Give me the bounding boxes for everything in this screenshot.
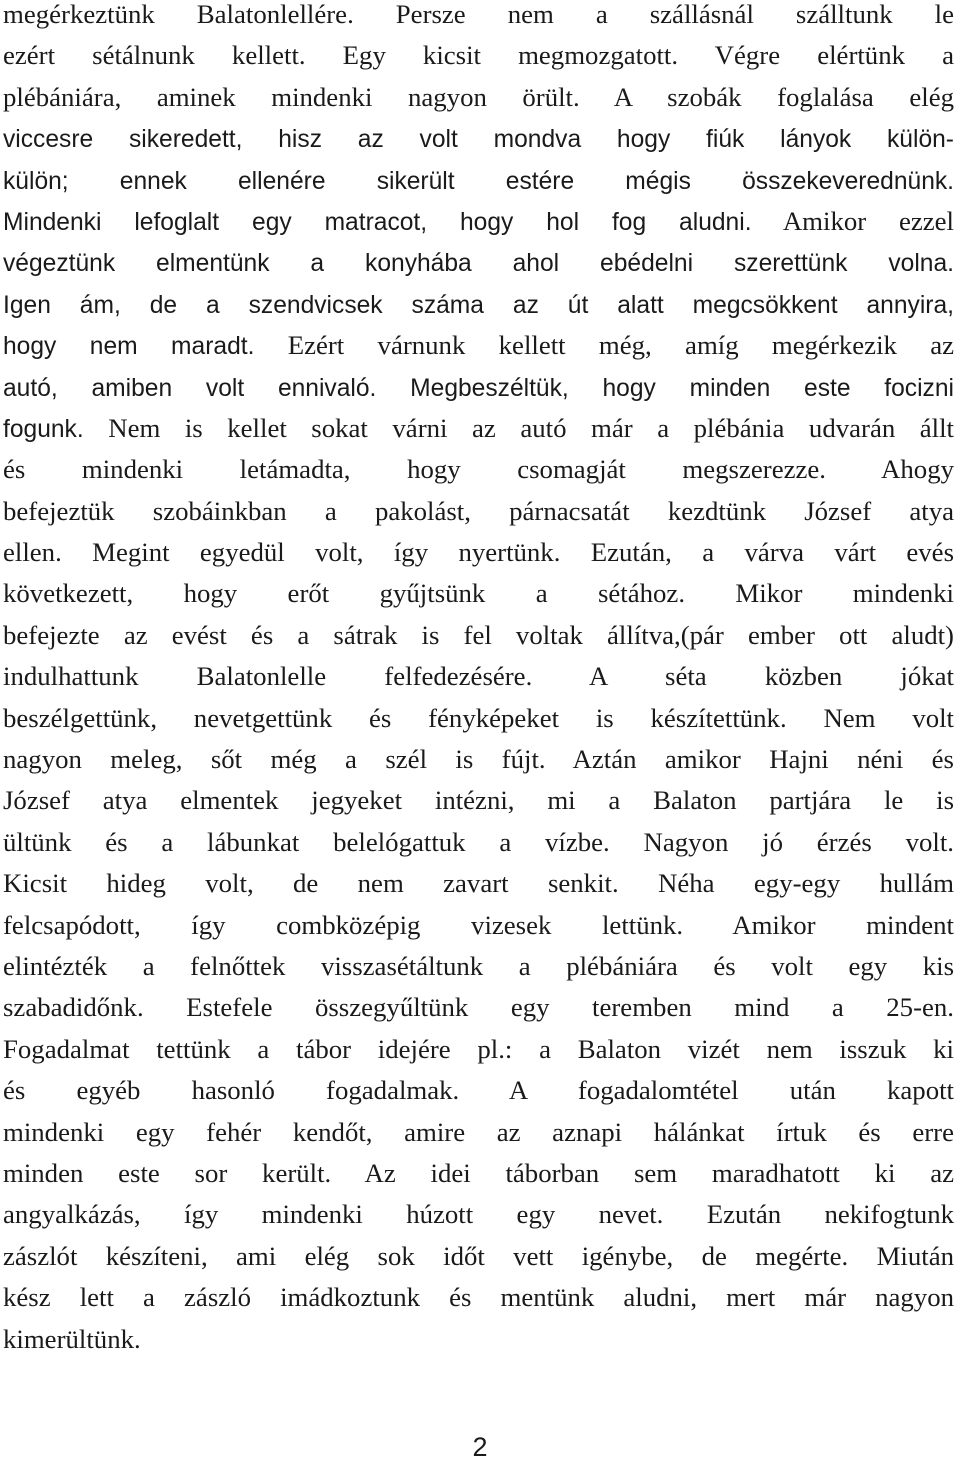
- text-line: [3, 201, 954, 242]
- text-segment: szabadidőnk. Estefele összegyűltünk egy teremben mind a 25-en.: [3, 992, 954, 1023]
- text-segment: viccesre sikeredett, hisz az volt mondva hogy fiúk lányok külön-: [3, 126, 954, 154]
- text-segment: elintézték a felnőttek visszasétáltunk a plébániára és volt egy kis: [3, 950, 954, 981]
- text-line: [3, 1029, 954, 1070]
- text-segment: Fogadalmat tettünk a tábor idejére pl.: a Balaton vizét nem isszuk ki: [3, 1033, 954, 1064]
- text-line: [3, 491, 954, 532]
- text-line: [3, 780, 954, 821]
- text-segment: mindenki egy fehér kendőt, amire az aznapi hálánkat írtuk és erre: [3, 1116, 954, 1147]
- text-line: [3, 615, 954, 656]
- text-segment: József atya elmentek jegyeket intézni, mi a Balaton partjára le is: [3, 785, 954, 816]
- text-line: [3, 160, 954, 201]
- body-paragraph: [3, 0, 954, 1360]
- text-line: [3, 35, 954, 76]
- text-line: [3, 1194, 954, 1235]
- text-segment: angyalkázás, így mindenki húzott egy nevet. Ezután nekifogtunk: [3, 1199, 954, 1230]
- text-segment: megérkeztünk Balatonlellére. Persze nem a szállásnál szálltunk le: [3, 0, 954, 29]
- text-line: [3, 0, 954, 35]
- text-line: [3, 325, 954, 366]
- text-segment: minden este sor került. Az idei táborban sem maradhatott ki az: [3, 1157, 954, 1188]
- text-segment: autó, amiben volt ennivaló. Megbeszéltük, hogy minden este focizni: [3, 374, 954, 402]
- text-line: [3, 946, 954, 987]
- text-segment: felcsapódott, így combközépig vizesek lettünk. Amikor mindent: [3, 909, 954, 940]
- text-line: [3, 573, 954, 614]
- text-line: [3, 698, 954, 739]
- text-line: [3, 1277, 954, 1318]
- text-segment: beszélgettünk, nevetgettünk és fényképeket is készítettünk. Nem volt: [3, 702, 954, 733]
- text-line: [3, 1112, 954, 1153]
- text-segment: ültünk és a lábunkat belelógattuk a vízbe. Nagyon jó érzés volt.: [3, 826, 954, 857]
- text-segment: és mindenki letámadta, hogy csomagját megszerezze. Ahogy: [3, 454, 954, 485]
- text-segment: befejeztük szobáinkban a pakolást, párnacsatát kezdtünk József atya: [3, 495, 954, 526]
- text-line: [3, 532, 954, 573]
- text-segment: zászlót készíteni, ami elég sok időt vett igénybe, de megérte. Miután: [3, 1240, 954, 1271]
- text-line: [3, 1153, 954, 1194]
- text-segment: ellen. Megint egyedül volt, így nyertünk. Ezután, a várva várt evés: [3, 537, 954, 568]
- text-line: [3, 408, 954, 449]
- text-segment: ezért sétálnunk kellett. Egy kicsit megmozgatott. Végre elértünk a: [3, 40, 954, 71]
- text-segment: Igen ám, de a szendvicsek száma az út alatt megcsökkent annyira,: [3, 291, 954, 319]
- text-segment: hogy nem maradt.: [3, 333, 255, 361]
- text-line: [3, 118, 954, 159]
- text-line: [3, 1236, 954, 1277]
- text-line: [3, 77, 954, 118]
- text-line: [3, 656, 954, 697]
- text-segment: külön; ennek ellenére sikerült estére mégis összekeverednünk.: [3, 167, 954, 195]
- text-segment: fogunk.: [3, 415, 84, 443]
- text-segment: Ezért várnunk kellett még, amíg megérkezik az: [254, 330, 954, 361]
- text-segment: befejezte az evést és a sátrak is fel voltak állítva,(pár ember ott aludt): [3, 619, 954, 650]
- text-segment: Kicsit hideg volt, de nem zavart senkit. Néha egy-egy hullám: [3, 868, 954, 899]
- text-segment: kész lett a zászló imádkoztunk és mentünk aludni, mert már nagyon: [3, 1282, 954, 1313]
- text-segment: és egyéb hasonló fogadalmak. A fogadalomtétel után kapott: [3, 1075, 954, 1106]
- text-line: [3, 284, 954, 325]
- text-line: [3, 1070, 954, 1111]
- text-line: [3, 449, 954, 490]
- page-number: 2: [472, 1432, 488, 1462]
- text-line: [3, 1319, 954, 1360]
- text-segment: Nem is kellet sokat várni az autó már a plébánia udvarán állt: [83, 412, 954, 443]
- text-line: [3, 739, 954, 780]
- text-line: [3, 987, 954, 1028]
- text-segment: indulhattunk Balatonlelle felfedezésére. A séta közben jókat: [3, 661, 954, 692]
- text-segment: kimerültünk.: [3, 1323, 141, 1354]
- text-line: [3, 822, 954, 863]
- text-line: [3, 242, 954, 283]
- text-segment: végeztünk elmentünk a konyhába ahol ebédelni szerettünk volna.: [3, 250, 954, 278]
- text-line: [3, 905, 954, 946]
- text-segment: Mindenki lefoglalt egy matracot, hogy hol fog aludni.: [3, 208, 752, 236]
- text-line: [3, 863, 954, 904]
- text-segment: következett, hogy erőt gyűjtsünk a sétához. Mikor mindenki: [3, 578, 954, 609]
- text-line: [3, 367, 954, 408]
- text-segment: nagyon meleg, sőt még a szél is fújt. Aztán amikor Hajni néni és: [3, 744, 954, 775]
- text-segment: Amikor ezzel: [751, 205, 954, 236]
- text-segment: plébániára, aminek mindenki nagyon örült. A szobák foglalása elég: [3, 81, 954, 112]
